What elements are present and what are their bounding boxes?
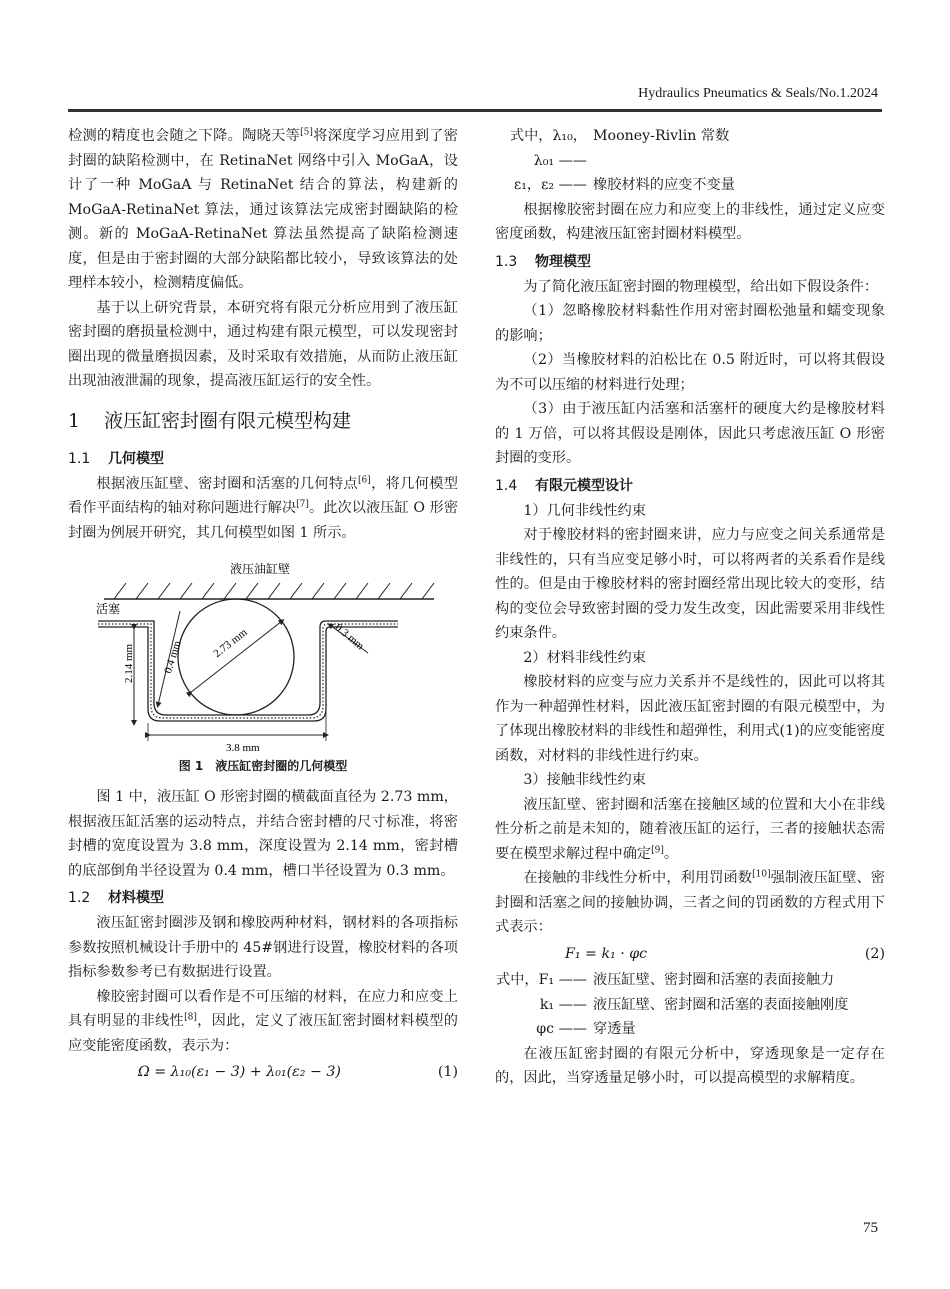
assumption-item: （1）忽略橡胶材料黏性作用对密封圈松弛量和蠕变现象的影响； (495, 303, 885, 344)
paragraph: 根据液压缸壁、密封圈和活塞的几何特点[6]，将几何模型看作平面结构的轴对称问题进行解决[7]。此次以液压缸 O 形密封圈为例展开研究，其几何模型如图 1 所示。 (68, 474, 458, 541)
constraint-heading: 1）几何非线性约束 (523, 502, 646, 519)
subsection-heading: 1.2 材料模型 (68, 890, 164, 906)
right-column (495, 124, 885, 1091)
equation-1: Ω = λ₁₀(ε₁ − 3) + λ₀₁(ε₂ − 3) (1) (138, 1064, 458, 1080)
paragraph: 液压缸壁、密封圈和活塞在接触区域的位置和大小在非线性分析之前是未知的，随着液压缸的运行，三者的接触状态需要在模型求解过程中确定[9]。 (495, 796, 885, 862)
constraint-heading: 2）材料非线性约束 (523, 649, 646, 666)
piston-label: 活塞 (96, 602, 121, 616)
assumption-item: （3）由于液压缸内活塞和活塞杆的硬度大约是橡胶材料的 1 万倍，可以将其假设是刚体，因此只考虑液压缸 O 形密封圈的变形。 (495, 401, 885, 466)
subsection-heading: 1.3 物理模型 (495, 253, 591, 270)
paragraph: 基于以上研究背景，本研究将有限元分析应用到了液压缸密封圈的磨损量检测中，通过构建有限元模型，可以发现密封圈出现的微量磨损因素，及时采取有效措施，从而防止液压缸出现油液泄漏的现象，提高液压缸运行的安全性。 (68, 299, 458, 389)
paragraph: 图 1 中，液压缸 O 形密封圈的横截面直径为 2.73 mm，根据液压缸活塞的运动特点，并结合密封槽的尺寸标准，将密封槽的宽度设置为 3.8 mm，深度设置为 2.14 mm，密封槽的底部倒角半径设置为 0.4 mm，槽口半径设置为 0.3 mm。 (68, 789, 458, 879)
wall-label: 液压油缸壁 (230, 562, 291, 576)
paragraph: 液压缸密封圈涉及钢和橡胶两种材料，钢材料的各项指标参数按照机械设计手册中的 45#钢进行设置，橡胶材料的各项指标参数参考已有数据进行设置。 (68, 915, 458, 980)
equation-2: F₁ = k₁ · φc (2) (565, 945, 885, 962)
section-heading: 1 液压缸密封圈有限元模型构建 (68, 409, 352, 432)
paragraph: 橡胶密封圈可以看作是不可压缩的材料，在应力和应变上具有明显的非线性[8]，因此，定义了液压缸密封圈材料模型的应变能密度函数，表示为： (68, 988, 458, 1054)
header-rule (68, 109, 882, 112)
paragraph: 橡胶材料的应变与应力关系并不是线性的，因此可以将其作为一种超弹性材料，因此液压缸密封圈的有限元模型中，为了体现出橡胶材料的非线性和超弹性，利用式(1)的应变能密度函数，对材料的非线性进行约束。 (495, 674, 885, 764)
width-label: 3.8 mm (226, 742, 260, 753)
left-column (68, 124, 458, 1087)
figure-caption: 图 1 液压缸密封圈的几何模型 (178, 759, 348, 773)
variable-definition: k₁ —— 液压缸壁、密封圈和活塞的表面接触刚度 (539, 996, 849, 1013)
variable-definition: ε₁，ε₂ —— 橡胶材料的应变不变量 (513, 177, 735, 193)
geometry-figure (68, 553, 458, 753)
paragraph: 对于橡胶材料的密封圈来讲，应力与应变之间关系通常是非线性的，只有当应变足够小时，可以将两者的关系看作是线性的。但是由于橡胶材料的密封圈经常出现比较大的变形，结构的变位会导致密封圈的受力发生改变，因此需要采用非线性约束条件。 (495, 527, 885, 641)
depth-label: 2.14 mm (123, 643, 135, 683)
variable-definition: φc —— 穿透量 (536, 1021, 636, 1037)
page-number: 75 (863, 1220, 878, 1236)
variable-definition: 式中，λ₁₀，λ₀₁ —— Mooney-Rivlin 常数 (509, 128, 730, 169)
r1-label: 0.4 mm (162, 639, 184, 675)
wall-hatching (114, 583, 434, 599)
seal-geometry-diagram (68, 553, 458, 753)
diameter-label: 2.73 mm (211, 626, 250, 660)
constraint-heading: 3）接触非线性约束 (523, 772, 646, 788)
paragraph: 在接触的非线性分析中，利用罚函数[10]强制液压缸壁、密封圈和活塞之间的接触协调，三者之间的罚函数的方程式用下式表示： (495, 869, 885, 935)
paragraph: 根据橡胶密封圈在应力和应变上的非线性，通过定义应变密度函数，构建液压缸密封圈材料模型。 (495, 201, 885, 242)
variable-definition: 式中，F₁ —— 液压缸壁、密封圈和活塞的表面接触力 (496, 972, 835, 988)
assumption-item: （2）当橡胶材料的泊松比在 0.5 附近时，可以将其假设为不可以压缩的材料进行处理； (495, 352, 885, 393)
paragraph: 检测的精度也会随之下降。陶晓天等[5]将深度学习应用到了密封圈的缺陷检测中，在 RetinaNet 网络中引入 MoGaA，设计了一种 MoGaA 与 RetinaNet 结合的算法，构建新的 MoGaA-RetinaNet 算法，通过该算法完成密封圈缺陷的检测。新的 MoGaA-RetinaNet 算法虽然提高了缺陷检测速度，但是由于密封圈的大部分缺陷都比较小，导致该算法的处理样本较小，检测精度偏低。 (68, 127, 458, 291)
subsection-heading: 1.1 几何模型 (68, 450, 164, 467)
journal-header: Hydraulics Pneumatics & Seals/No.1.2024 (638, 86, 878, 101)
r2-label: 0.3 mm (332, 621, 367, 653)
paragraph: 在液压缸密封圈的有限元分析中，穿透现象是一定存在的，因此，当穿透量足够小时，可以提高模型的求解精度。 (495, 1045, 885, 1086)
paragraph: 为了简化液压缸密封圈的物理模型，给出如下假设条件： (523, 278, 879, 295)
subsection-heading: 1.4 有限元模型设计 (495, 477, 633, 494)
